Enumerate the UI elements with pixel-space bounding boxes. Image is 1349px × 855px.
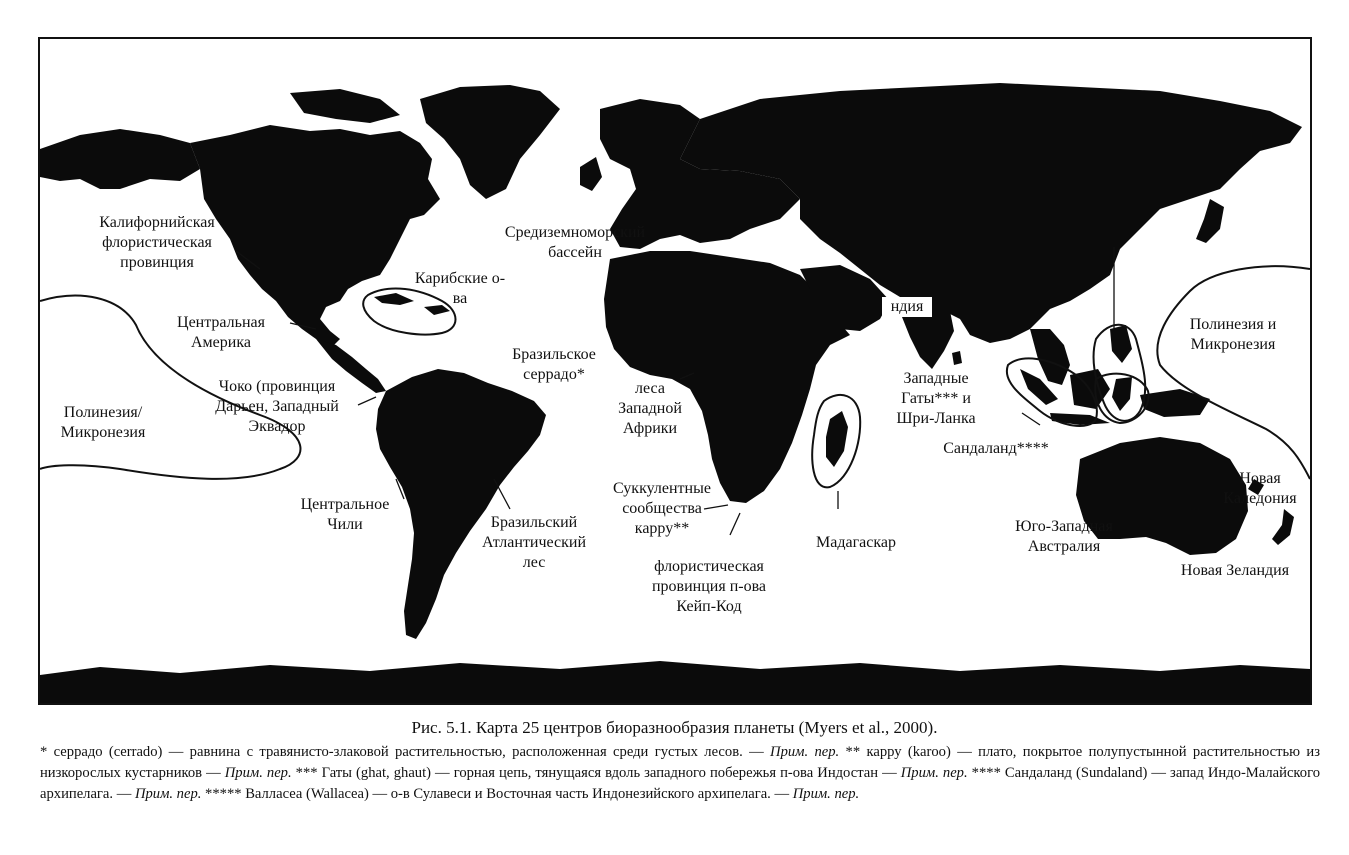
madagascar-island [826, 411, 848, 467]
label-caribbean: Карибские о- ва [414, 270, 506, 307]
footnote-text: * серрадо (cerrado) — равнина с травянисто-злаковой растительностью, расположенная среди густых лесов. — [40, 744, 771, 760]
label-madagascar: Мадагаскар [816, 534, 896, 551]
label-western-ghats: Западные Гаты*** и Шри-Ланка [896, 370, 976, 427]
label-cape: флористическая провинция п-ова Кейп-Код [651, 558, 767, 615]
label-california: Калифорнийская флористическая провинция [99, 214, 215, 271]
label-new-caledonia: Новая Каледония [1223, 470, 1297, 507]
label-sw-australia: Юго-Западная Австралия [1015, 518, 1113, 555]
alaska-landmass [40, 129, 200, 189]
footnote-note: Прим. пер. [224, 765, 292, 781]
label-karoo: Суккулентные сообщества карру** [613, 480, 711, 537]
label-polynesia-east: Полинезия и Микронезия [1189, 316, 1277, 353]
footnote-text: **** Сандаланд (Sundaland) — запад Индо-Малайского архипелага. — [40, 765, 1320, 802]
canadian-islands [290, 89, 400, 123]
figure-caption: Рис. 5.1. Карта 25 центров биоразнообразия планеты (Myers et al., 2000). [411, 718, 938, 737]
footnote-note: Прим. пер. [792, 786, 860, 802]
label-sundaland: Сандаланд**** [943, 440, 1049, 457]
footnote-text: ** карру (karoo) — плато, покрытое полупустынной растительностью из низкорослых кустарников — [40, 744, 1320, 781]
footnotes [40, 742, 1320, 805]
new-guinea-island [1140, 389, 1210, 417]
world-map [38, 37, 1312, 705]
sulawesi-island [1112, 377, 1132, 411]
footnote-text: ***** Валласеа (Wallacea) — о-в Сулавеси и Восточная часть Индонезийского архипелага. — [201, 786, 793, 802]
indochina-landmass [1030, 329, 1070, 385]
greenland-landmass [420, 85, 560, 199]
label-india-fragment: ндия [882, 297, 932, 317]
pointer-cape [730, 513, 740, 535]
footnote-note: Прим. пер. [770, 744, 840, 760]
footnote-note: Прим. пер. [900, 765, 968, 781]
label-brazil-atlantic: Бразильский Атлантический лес [481, 514, 587, 571]
south-america-landmass [376, 369, 546, 639]
philippines-islands [1110, 325, 1132, 363]
label-central-chile: Центральное Чили [300, 496, 390, 533]
antarctica-landmass [40, 661, 1310, 703]
footnote-note: Прим. пер. [134, 786, 202, 802]
new-zealand-islands [1272, 509, 1294, 545]
label-new-zealand: Новая Зеландия [1180, 562, 1290, 579]
japan-islands [1196, 199, 1224, 243]
label-mediterranean: Средиземноморский бассейн [504, 224, 646, 261]
pointer-sundaland [1022, 413, 1040, 425]
label-brazil-cerrado: Бразильское серрадо* [512, 346, 596, 383]
label-central-america: Центральная Америка [177, 314, 265, 351]
footnote-text: *** Гаты (ghat, ghaut) — горная цепь, тянущаяся вдоль западного побережья п-ова Индостан — [291, 765, 901, 781]
uk-island [580, 157, 602, 191]
label-choco: Чоко (провинция Дарьен, Западный Эквадор [215, 378, 339, 435]
label-west-africa: леса Западной Африки [618, 380, 682, 437]
java-island [1050, 413, 1110, 425]
pointer-atlantic [494, 479, 510, 509]
label-polynesia-west: Полинезия/ Микронезия [60, 404, 146, 441]
sri-lanka-island [952, 351, 962, 365]
